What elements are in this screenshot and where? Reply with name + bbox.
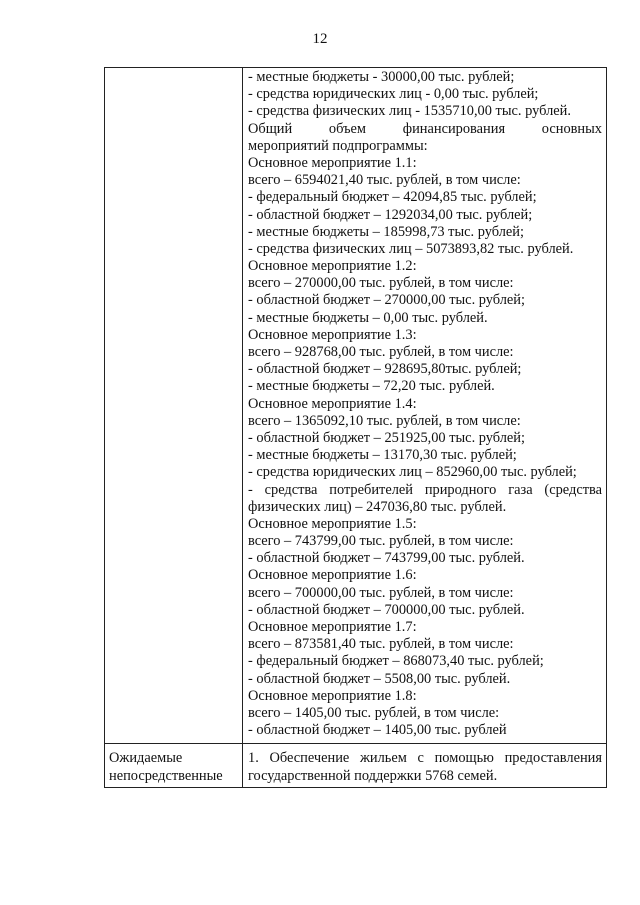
page-number: 12 bbox=[312, 31, 328, 47]
expected-results-text bbox=[243, 744, 606, 786]
expected-results-label bbox=[105, 744, 242, 786]
text-line: - областной бюджет – 1292034,00 тыс. рублей; bbox=[248, 206, 533, 223]
text-line: - областной бюджет – 928695,80тыс. рублей; bbox=[248, 361, 522, 378]
text-line: - областной бюджет – 5508,00 тыс. рублей. bbox=[248, 670, 511, 687]
label-line: непосредственные bbox=[109, 767, 223, 784]
text-line: - областной бюджет – 251925,00 тыс. рублей; bbox=[248, 429, 526, 446]
text-line: - местные бюджеты – 72,20 тыс. рублей. bbox=[248, 378, 495, 395]
text-line: - средства потребителей природного газа (средства bbox=[248, 481, 602, 498]
text-line: государственной поддержки 5768 семей. bbox=[248, 767, 498, 784]
text-line: - средства юридических лиц - 0,00 тыс. рублей; bbox=[248, 86, 539, 103]
row2-right-cell bbox=[243, 744, 607, 787]
text-line: всего – 928768,00 тыс. рублей, в том числе: bbox=[248, 344, 514, 360]
text-line: Основное мероприятие 1.5: bbox=[248, 515, 417, 532]
text-line: - областной бюджет – 270000,00 тыс. рублей; bbox=[248, 292, 526, 309]
text-line: - средства физических лиц - 1535710,00 тыс. рублей. bbox=[248, 103, 571, 120]
label-line: Ожидаемые bbox=[109, 750, 183, 767]
text-line: - средства физических лиц – 5073893,82 тыс. рублей. bbox=[248, 240, 574, 257]
text-line: 1. Обеспечение жильем с помощью предоставления bbox=[248, 750, 602, 767]
text-line: - федеральный бюджет – 868073,40 тыс. рублей; bbox=[248, 653, 544, 670]
text-line: всего – 270000,00 тыс. рублей, в том числе: bbox=[248, 275, 514, 292]
text-line: - местные бюджеты – 0,00 тыс. рублей. bbox=[248, 309, 488, 326]
row1-right-cell bbox=[243, 68, 607, 744]
text-line: Основное мероприятие 1.7: bbox=[248, 619, 417, 635]
text-line: физических лиц) – 247036,80 тыс. рублей. bbox=[248, 498, 507, 515]
row2-left-cell bbox=[105, 744, 243, 787]
text-line: Основное мероприятие 1.1: bbox=[248, 154, 417, 171]
text-line: - средства юридических лиц – 852960,00 тыс. рублей; bbox=[248, 464, 577, 481]
text-line: - областной бюджет – 700000,00 тыс. рублей. bbox=[248, 601, 525, 618]
table-row bbox=[105, 68, 607, 744]
text-line: - областной бюджет – 1405,00 тыс. рублей bbox=[248, 722, 507, 739]
funding-table bbox=[104, 67, 607, 788]
text-line: - федеральный бюджет – 42094,85 тыс. рублей; bbox=[248, 189, 537, 206]
text-line: Основное мероприятие 1.3: bbox=[248, 326, 417, 343]
text-line: Основное мероприятие 1.6: bbox=[248, 567, 417, 584]
text-line: - местные бюджеты – 185998,73 тыс. рублей; bbox=[248, 223, 524, 240]
text-line: всего – 1365092,10 тыс. рублей, в том числе: bbox=[248, 412, 521, 429]
text-line: всего – 873581,40 тыс. рублей, в том числе: bbox=[248, 636, 514, 653]
text-line: Общий объем финансирования основных bbox=[248, 120, 602, 137]
funding-details bbox=[243, 68, 606, 743]
text-line: Основное мероприятие 1.2: bbox=[248, 258, 417, 275]
text-line: всего – 700000,00 тыс. рублей, в том числе: bbox=[248, 584, 514, 601]
text-line: - местные бюджеты - 30000,00 тыс. рублей; bbox=[248, 69, 515, 85]
text-line: мероприятий подпрограммы: bbox=[248, 137, 428, 154]
text-line: - областной бюджет – 743799,00 тыс. рублей. bbox=[248, 550, 525, 567]
text-line: всего – 1405,00 тыс. рублей, в том числе: bbox=[248, 704, 500, 721]
row1-left-cell bbox=[105, 68, 243, 744]
text-line: Основное мероприятие 1.4: bbox=[248, 395, 417, 412]
text-line: всего – 6594021,40 тыс. рублей, в том числе: bbox=[248, 172, 521, 189]
text-line: - местные бюджеты – 13170,30 тыс. рублей; bbox=[248, 447, 517, 464]
table-row bbox=[105, 744, 607, 787]
text-line: Основное мероприятие 1.8: bbox=[248, 687, 417, 704]
text-line: всего – 743799,00 тыс. рублей, в том числе: bbox=[248, 533, 514, 550]
